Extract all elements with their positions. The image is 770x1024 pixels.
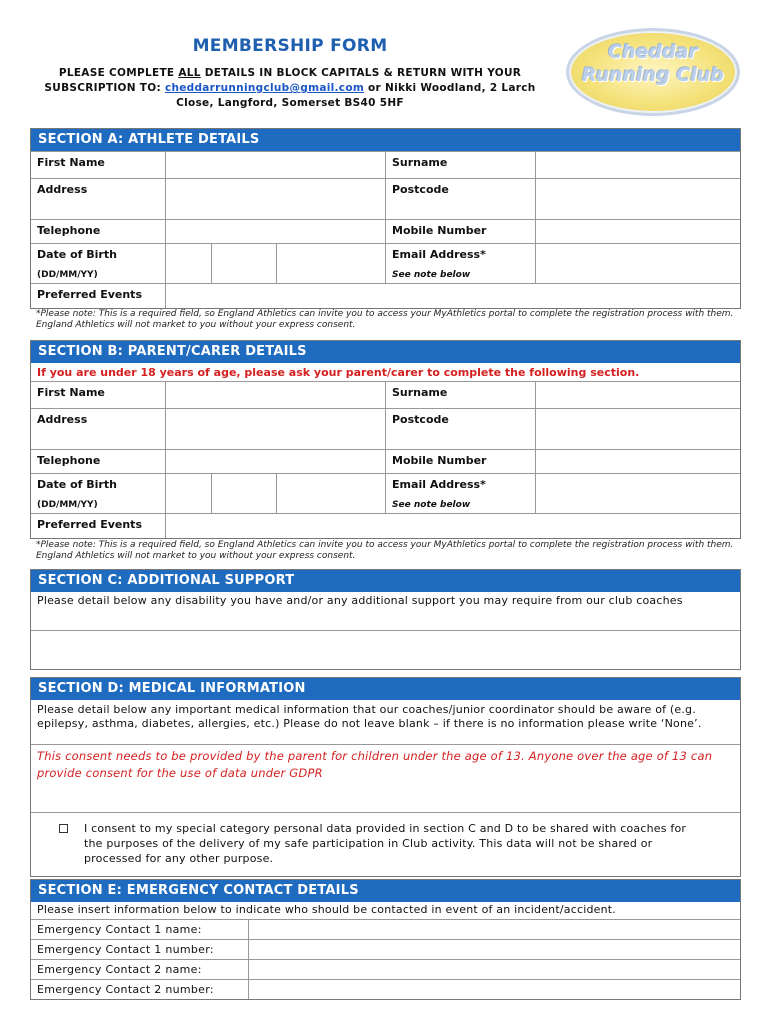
athlete-dob-year-field[interactable] bbox=[276, 244, 385, 283]
address-label: Address bbox=[37, 183, 88, 196]
athlete-postcode-field[interactable] bbox=[535, 179, 740, 219]
athlete-events-row bbox=[31, 283, 740, 308]
surname-label: Surname bbox=[385, 152, 535, 178]
email-label-cell bbox=[385, 474, 535, 513]
section-a-heading: SECTION A: ATHLETE DETAILS bbox=[31, 129, 740, 151]
athlete-first-name-field[interactable] bbox=[165, 152, 385, 178]
dob-format-label: (DD/MM/YY) bbox=[37, 270, 98, 280]
logo-text-line-2: Running Club bbox=[581, 64, 724, 86]
dob-label: Date of Birth bbox=[37, 478, 117, 491]
emergency-contact-1-number-field[interactable] bbox=[248, 940, 740, 959]
instructions-text: PLEASE COMPLETE bbox=[58, 67, 179, 79]
parent-first-name-field[interactable] bbox=[165, 382, 385, 408]
section-d-medical-information bbox=[30, 677, 741, 877]
preferred-events-label: Preferred Events bbox=[37, 518, 142, 531]
surname-label: Surname bbox=[385, 382, 535, 408]
mobile-label: Mobile Number bbox=[385, 450, 535, 473]
instructions-text: DETAILS IN BLOCK CAPITALS & RETURN WITH YOUR bbox=[200, 67, 522, 79]
athlete-name-row bbox=[31, 151, 740, 178]
emergency-contact-2-name-label: Emergency Contact 2 name: bbox=[37, 963, 202, 976]
first-name-label: First Name bbox=[37, 386, 105, 399]
postcode-label: Postcode bbox=[385, 179, 535, 219]
dob-label-cell bbox=[31, 474, 165, 513]
parent-dob-year-field[interactable] bbox=[276, 474, 385, 513]
first-name-label: First Name bbox=[37, 156, 105, 169]
parent-name-row bbox=[31, 381, 740, 408]
parent-dob-row bbox=[31, 473, 740, 513]
section-b-note: *Please note: This is a required field, so England Athletics can invite you to access your MyAthletics portal to complete the registration process with them. England Athletics will not market to you without your express consent. bbox=[36, 540, 734, 561]
athlete-dob-month-field[interactable] bbox=[211, 244, 277, 283]
gdpr-consent-note: This consent needs to be provided by the parent for children under the age of 13. Anyone over the age of 13 can provide consent for the use of data under GDPR bbox=[37, 749, 713, 780]
email-label: Email Address* bbox=[392, 478, 486, 491]
medical-info-field[interactable] bbox=[31, 744, 740, 812]
parent-preferred-events-field[interactable] bbox=[165, 514, 740, 538]
see-note-label: See note below bbox=[392, 270, 471, 280]
section-c-heading: SECTION C: ADDITIONAL SUPPORT bbox=[31, 570, 740, 592]
under-18-warning: If you are under 18 years of age, please ask your parent/carer to complete the following section. bbox=[37, 366, 640, 379]
emergency-contact-1-number-row bbox=[31, 939, 740, 959]
athlete-mobile-field[interactable] bbox=[535, 220, 740, 243]
consent-block bbox=[31, 813, 740, 876]
section-b-heading: SECTION B: PARENT/CARER DETAILS bbox=[31, 341, 740, 363]
section-b-parent-carer-details bbox=[30, 340, 741, 539]
emergency-contact-2-name-field[interactable] bbox=[248, 960, 740, 979]
instructions-line-3: Close, Langford, Somerset BS40 5HF bbox=[176, 97, 404, 109]
emergency-contact-instructions: Please insert information below to indicate who should be contacted in event of an incident/accident. bbox=[37, 903, 616, 916]
instructions-line-2 bbox=[30, 81, 550, 96]
instructions-line-1 bbox=[30, 66, 550, 81]
parent-email-field[interactable] bbox=[535, 474, 740, 513]
address-label: Address bbox=[37, 413, 88, 426]
medical-info-instructions: Please detail below any important medical information that our coaches/junior coordinator should be aware of (e.g. epilepsy, asthma, diabetes, allergies, etc.) Please do not leave blank – if there is no information please write ‘None’. bbox=[37, 703, 702, 730]
athlete-email-field[interactable] bbox=[535, 244, 740, 283]
emergency-contact-2-number-row bbox=[31, 979, 740, 999]
emergency-contact-1-name-field[interactable] bbox=[248, 920, 740, 939]
emergency-contact-1-name-label: Emergency Contact 1 name: bbox=[37, 923, 202, 936]
dob-label: Date of Birth bbox=[37, 248, 117, 261]
athlete-address-row bbox=[31, 178, 740, 219]
form-instructions bbox=[30, 66, 550, 111]
athlete-preferred-events-field[interactable] bbox=[165, 284, 740, 308]
additional-support-field[interactable] bbox=[31, 630, 740, 669]
dob-label-cell bbox=[31, 244, 165, 283]
consent-text: I consent to my special category personal data provided in section C and D to be shared with coaches for the purposes of the delivery of my safe participation in Club activity. This data will not be shared or processed for any other purpose. bbox=[84, 822, 687, 865]
mobile-label: Mobile Number bbox=[385, 220, 535, 243]
athlete-telephone-field[interactable] bbox=[165, 220, 385, 243]
see-note-label: See note below bbox=[392, 500, 471, 510]
section-c-additional-support bbox=[30, 569, 741, 670]
section-e-heading: SECTION E: EMERGENCY CONTACT DETAILS bbox=[31, 880, 740, 902]
parent-postcode-field[interactable] bbox=[535, 409, 740, 449]
section-e-emergency-contacts bbox=[30, 879, 741, 1000]
instructions-text: or Nikki Woodland, 2 Larch bbox=[364, 82, 536, 94]
athlete-surname-field[interactable] bbox=[535, 152, 740, 178]
emergency-contact-2-name-row bbox=[31, 959, 740, 979]
section-a-note: *Please note: This is a required field, so England Athletics can invite you to access your MyAthletics portal to complete the registration process with them. England Athletics will not market to you without your express consent. bbox=[36, 309, 734, 330]
athlete-dob-row bbox=[31, 243, 740, 283]
parent-mobile-field[interactable] bbox=[535, 450, 740, 473]
form-header bbox=[0, 0, 770, 128]
parent-telephone-field[interactable] bbox=[165, 450, 385, 473]
parent-events-row bbox=[31, 513, 740, 538]
additional-support-instructions: Please detail below any disability you have and/or any additional support you may require from our club coaches bbox=[37, 594, 683, 607]
postcode-label: Postcode bbox=[385, 409, 535, 449]
parent-address-row bbox=[31, 408, 740, 449]
parent-surname-field[interactable] bbox=[535, 382, 740, 408]
parent-dob-day-field[interactable] bbox=[165, 474, 211, 513]
form-title: MEMBERSHIP FORM bbox=[192, 36, 388, 56]
section-d-heading: SECTION D: MEDICAL INFORMATION bbox=[31, 678, 740, 700]
emergency-contact-1-name-row bbox=[31, 919, 740, 939]
athlete-phone-row bbox=[31, 219, 740, 243]
logo-text-line-1: Cheddar bbox=[608, 41, 698, 63]
section-a-athlete-details bbox=[30, 128, 741, 309]
telephone-label: Telephone bbox=[37, 454, 101, 467]
instructions-all-emphasis: ALL bbox=[178, 67, 201, 79]
parent-phone-row bbox=[31, 449, 740, 473]
emergency-contact-2-number-label: Emergency Contact 2 number: bbox=[37, 983, 214, 996]
club-logo bbox=[566, 28, 740, 116]
telephone-label: Telephone bbox=[37, 224, 101, 237]
consent-checkbox[interactable] bbox=[59, 824, 68, 833]
consent-row bbox=[31, 812, 740, 876]
emergency-contact-2-number-field[interactable] bbox=[248, 980, 740, 999]
parent-dob-month-field[interactable] bbox=[211, 474, 277, 513]
athlete-dob-day-field[interactable] bbox=[165, 244, 211, 283]
club-email-link[interactable]: cheddarrunningclub@gmail.com bbox=[164, 82, 365, 94]
preferred-events-label: Preferred Events bbox=[37, 288, 142, 301]
instructions-text: SUBSCRIPTION TO: bbox=[44, 82, 165, 94]
dob-format-label: (DD/MM/YY) bbox=[37, 500, 98, 510]
athlete-address-field[interactable] bbox=[165, 179, 385, 219]
parent-address-field[interactable] bbox=[165, 409, 385, 449]
email-label: Email Address* bbox=[392, 248, 486, 261]
email-label-cell bbox=[385, 244, 535, 283]
emergency-contact-1-number-label: Emergency Contact 1 number: bbox=[37, 943, 214, 956]
